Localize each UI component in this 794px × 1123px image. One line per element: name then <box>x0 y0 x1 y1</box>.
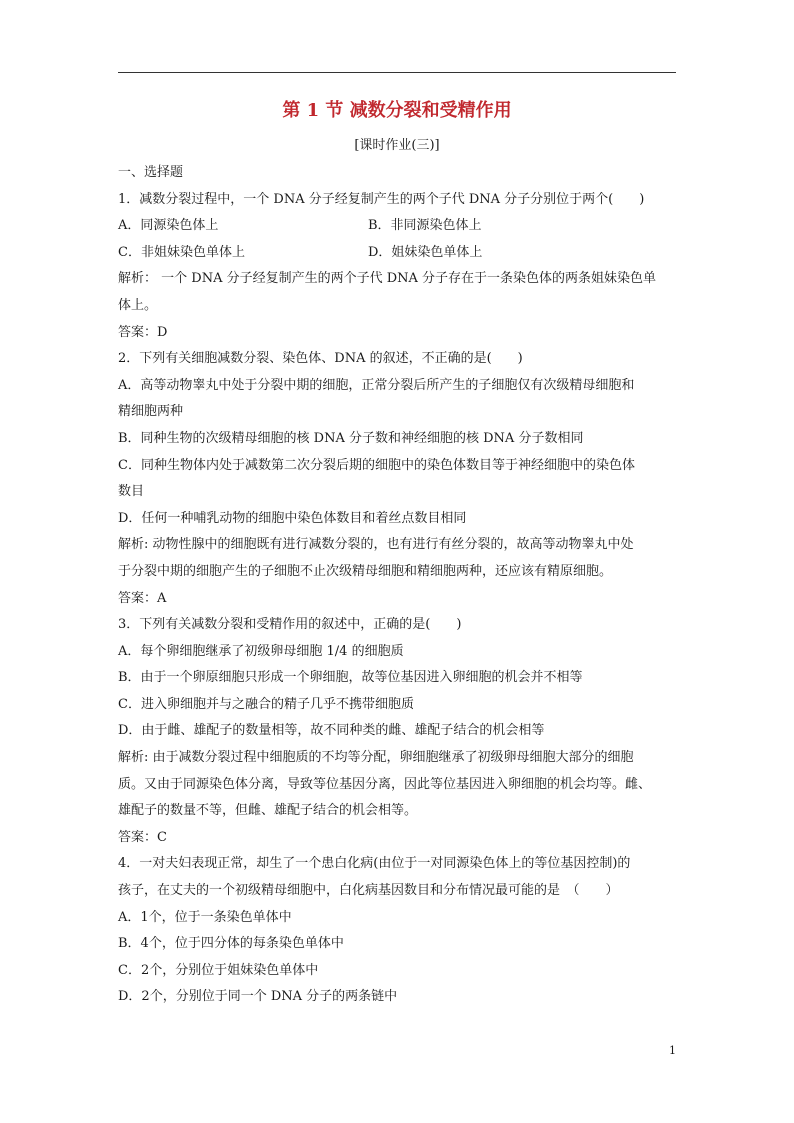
question-2-stem: 2．下列有关细胞减数分裂、染色体、DNA 的叙述，不正确的是( ) <box>118 351 523 367</box>
question-2-analysis-cont: 于分裂中期的细胞产生的子细胞不止次级精母细胞和精细胞两种，还应该有精原细胞。 <box>118 563 613 579</box>
question-1-option-d: D．姐妹染色单体上 <box>368 244 483 260</box>
question-2-analysis: 解析: 动物性腺中的细胞既有进行减数分裂的，也有进行有丝分裂的，故高等动物睾丸中处 <box>118 537 634 553</box>
question-1-stem: 1．减数分裂过程中，一个 DNA 分子经复制产生的两个子代 DNA 分子分别位于两个( ) <box>118 191 645 207</box>
question-1-answer: 答案：D <box>118 324 168 340</box>
question-1-analysis-cont: 体上。 <box>118 297 158 313</box>
page-subtitle: [课时作业(三)] <box>354 138 440 153</box>
question-4-option-b: B．4个，位于四分体的每条染色单体中 <box>118 936 344 952</box>
question-3-option-c: C．进入卵细胞并与之融合的精子几乎不携带细胞质 <box>118 696 414 712</box>
question-list <box>118 160 678 1011</box>
question-4-stem-cont: 孩子，在丈夫的一个初级精母细胞中，白化病基因数目和分布情况最可能的是 （ ） <box>118 883 619 899</box>
question-3-answer: 答案：C <box>118 829 167 845</box>
question-4-option-a: A．1个，位于一条染色单体中 <box>118 909 292 925</box>
question-3-option-b: B．由于一个卵原细胞只形成一个卵细胞，故等位基因进入卵细胞的机会并不相等 <box>118 670 583 686</box>
question-3-option-a: A．每个卵细胞继承了初级卵母细胞 1/4 的细胞质 <box>118 643 404 659</box>
page-title: 第 1 节 减数分裂和受精作用 <box>282 100 512 121</box>
question-2-option-d: D．任何一种哺乳动物的细胞中染色体数目和着丝点数目相同 <box>118 510 467 526</box>
question-1-options-row-1 <box>118 213 678 240</box>
page-number: 1 <box>669 1044 676 1057</box>
question-4-option-d: D．2个，分别位于同一个 DNA 分子的两条链中 <box>118 989 398 1005</box>
question-1-analysis: 解析： 一个 DNA 分子经复制产生的两个子代 DNA 分子存在于一条染色体的两条姐妹染色单 <box>118 271 657 287</box>
question-2-option-a-cont: 精细胞两种 <box>118 404 184 420</box>
question-2-option-c-cont: 数目 <box>118 484 145 500</box>
question-1-option-a: A．同源染色体上 <box>118 218 219 234</box>
question-2-option-b: B．同种生物的次级精母细胞的核 DNA 分子数和神经细胞的核 DNA 分子数相同 <box>118 430 584 446</box>
header-rule <box>118 72 676 73</box>
question-3-analysis: 解析: 由于减数分裂过程中细胞质的不均等分配，卵细胞继承了初级卵母细胞大部分的细胞 <box>118 750 634 766</box>
question-4-option-c: C．2个，分别位于姐妹染色单体中 <box>118 962 319 978</box>
question-3-analysis-cont-2: 雄配子的数量不等，但雌、雄配子结合的机会相等。 <box>118 803 418 819</box>
question-2-option-c: C．同种生物体内处于减数第二次分裂后期的细胞中的染色体数目等于神经细胞中的染色体 <box>118 457 635 473</box>
question-3-stem: 3．下列有关减数分裂和受精作用的叙述中，正确的是( ) <box>118 617 462 633</box>
question-2-option-a: A．高等动物睾丸中处于分裂中期的细胞，正常分裂后所产生的子细胞仅有次级精母细胞和 <box>118 377 635 393</box>
section-heading: 一、选择题 <box>118 165 184 180</box>
question-3-analysis-cont-1: 质。又由于同源染色体分离，导致等位基因分离，因此等位基因进入卵细胞的机会均等。雌、 <box>118 776 652 792</box>
question-4-stem: 4．一对夫妇表现正常，却生了一个患白化病(由位于一对同源染色体上的等位基因控制)的 <box>118 856 631 872</box>
question-2-answer: 答案：A <box>118 590 167 606</box>
question-1-option-b: B．非同源染色体上 <box>368 218 482 234</box>
question-1-option-c: C．非姐妹染色单体上 <box>118 244 245 260</box>
question-3-option-d: D．由于雌、雄配子的数量相等，故不同种类的雌、雄配子结合的机会相等 <box>118 723 545 739</box>
question-1-options-row-2 <box>118 240 678 267</box>
